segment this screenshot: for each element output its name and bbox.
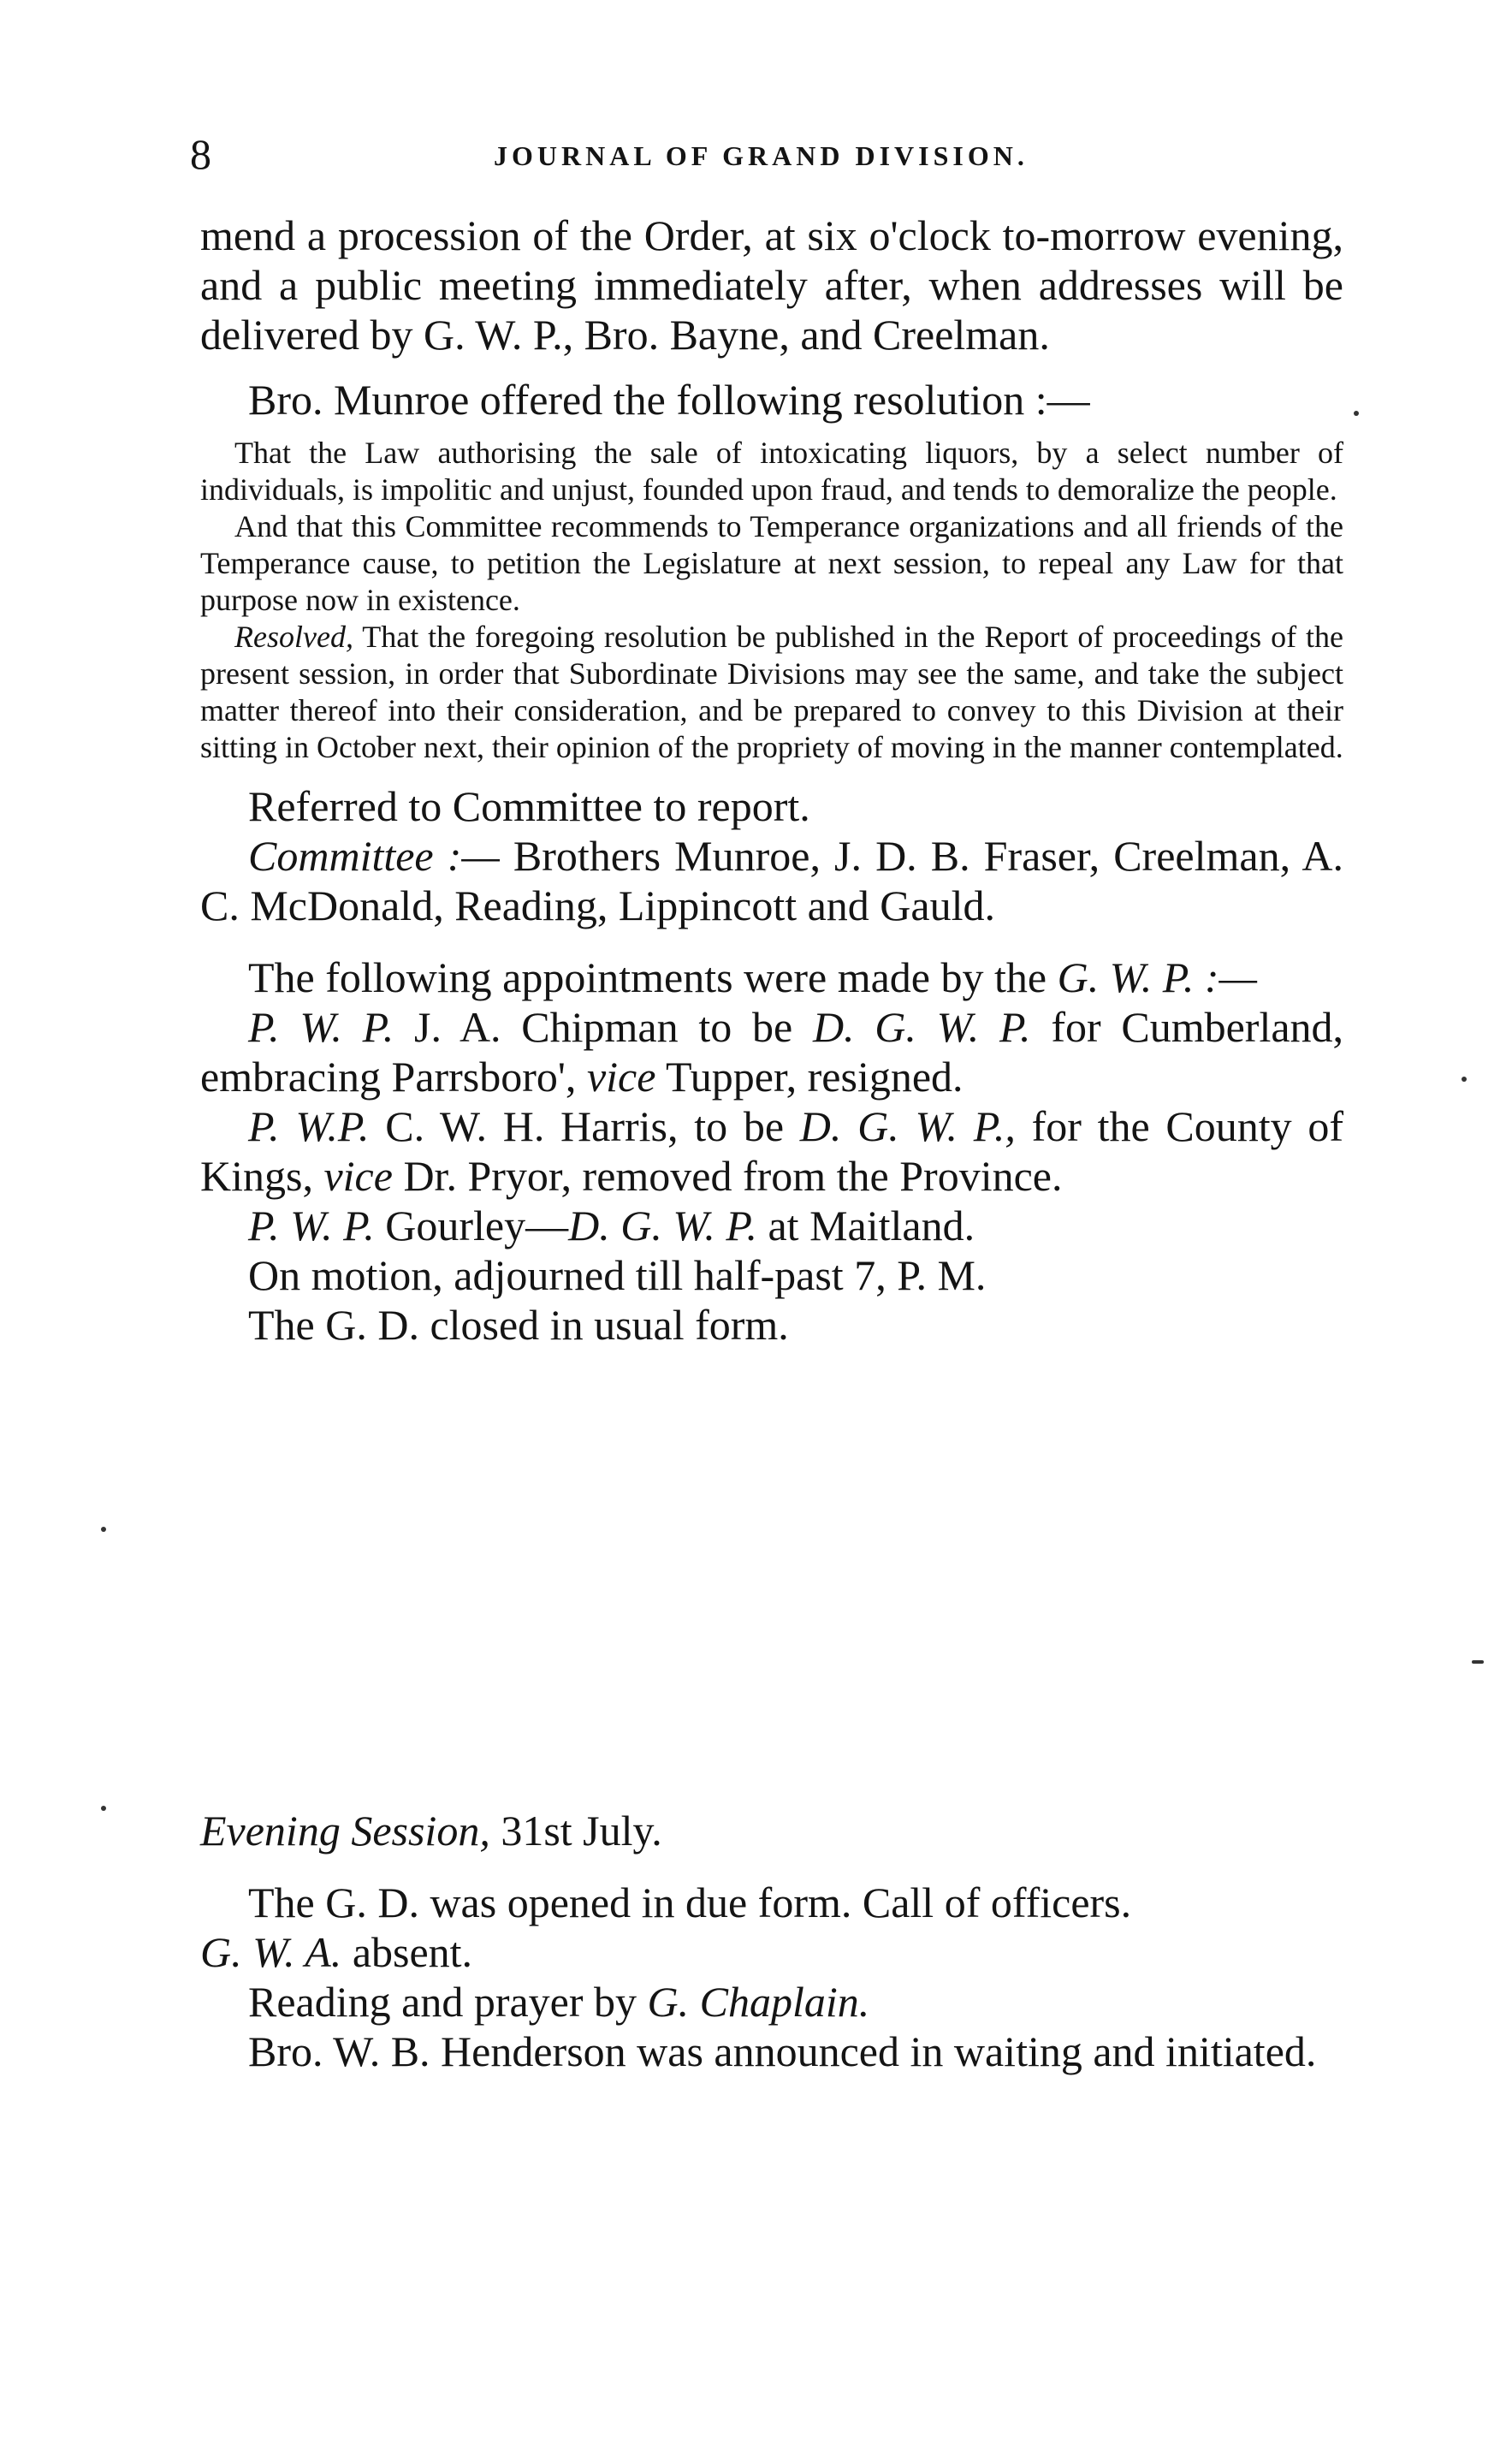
paragraph-closed: The G. D. closed in usual form.: [248, 1301, 789, 1349]
chipman-a: J. A. Chipman to be: [414, 1003, 793, 1051]
paragraph-committee: [200, 831, 1343, 930]
appointments-intro: The following appointments were made by the: [248, 953, 1047, 1001]
paragraph-adjourned: On motion, adjourned till half-past 7, P. M.: [248, 1251, 987, 1299]
chipman-b: for Cumberland, embracing Parrsboro',: [200, 1003, 1344, 1101]
absent-title: G. W. A.: [200, 1928, 342, 1976]
evening-heading-label: Evening Session,: [200, 1807, 490, 1855]
margin-speck: [1354, 411, 1359, 416]
prayer-text: Reading and prayer by: [248, 1978, 637, 2026]
evening-session: [200, 1806, 1343, 2076]
resolution-text-2: And that this Committee recommends to Temperance organizations and all friends of the Temperance cause, to petition the Legislature at next session, to repeal any Law for that purpose now in existence.: [200, 509, 1343, 617]
resolution-block: [200, 435, 1343, 766]
absent-text: absent.: [352, 1928, 473, 1976]
paragraph-gourley: [200, 1201, 1343, 1250]
appointments-by: G. W. P. :—: [1057, 953, 1257, 1001]
gourley-lead: P. W. P.: [248, 1202, 375, 1249]
harris-lead: P. W.P.: [248, 1102, 370, 1150]
chipman-lead: P. W. P.: [248, 1003, 394, 1051]
gourley-title: D. G. W. P.: [568, 1202, 757, 1249]
margin-speck: [101, 1806, 106, 1811]
margin-speck: [101, 1527, 106, 1532]
paragraph-appointments: [200, 953, 1343, 1002]
harris-c: Dr. Pryor, removed from the Province.: [403, 1152, 1063, 1200]
chipman-vice: vice: [586, 1053, 656, 1101]
resolution-text-3-body: That the foregoing resolution be published in the Report of proceedings of the present session, in order that Subordinate Divisions may see the same, and take the subject matter thereof into their consideration, and be prepared to convey to this Division at their sitting in October next, their opinion of the propriety of moving in the manner contemplated.: [200, 620, 1343, 764]
paragraph-henderson: Bro. W. B. Henderson was announced in waiting and initiated.: [248, 2027, 1317, 2075]
paragraph-absent: [200, 1927, 1343, 1977]
page-number: 8: [190, 130, 211, 178]
chipman-c: Tupper, resigned.: [666, 1053, 964, 1101]
harris-b: for the County of Kings,: [200, 1102, 1344, 1200]
resolution-text-3: [200, 619, 1343, 766]
paragraph-chipman: [200, 1002, 1343, 1101]
running-head: JOURNAL OF GRAND DIVISION.: [494, 140, 1029, 171]
evening-heading-date: 31st July.: [501, 1807, 662, 1855]
committee-members: Brothers Munroe, J. D. B. Fraser, Creelman, A. C. McDonald, Reading, Lippincott and Gauld.: [200, 832, 1343, 929]
harris-a: C. W. H. Harris, to be: [385, 1102, 785, 1150]
harris-title: D. G. W. P.,: [799, 1102, 1016, 1150]
page-header: [190, 128, 1337, 180]
gourley-a: Gourley—: [385, 1202, 569, 1249]
harris-vice: vice: [323, 1152, 393, 1200]
paragraph-prayer: [200, 1977, 1343, 2027]
paragraph-referred: Referred to Committee to report.: [248, 782, 810, 830]
paragraph-opened: The G. D. was opened in due form. Call of officers.: [248, 1878, 1132, 1926]
committee-label: Committee :—: [248, 832, 500, 880]
chipman-title: D. G. W. P.: [812, 1003, 1031, 1051]
main-text: [200, 211, 1343, 1350]
resolved-label: Resolved,: [234, 620, 353, 654]
prayer-title: G. Chaplain.: [647, 1978, 870, 2026]
resolution-text-1: That the Law authorising the sale of intoxicating liquors, by a select number of individuals, is impolitic and unjust, founded upon fraud, and tends to demoralize the people.: [200, 436, 1343, 507]
paragraph-munroe-resolution: Bro. Munroe offered the following resolution :—: [248, 376, 1090, 424]
margin-speck: [1462, 1077, 1467, 1082]
evening-heading: [200, 1806, 1343, 1855]
paragraph-harris: [200, 1101, 1343, 1201]
paragraph-procession: mend a procession of the Order, at six o'clock to-morrow evening, and a public meeting immediately after, when addresses will be delivered by G. W. P., Bro. Bayne, and Creelman.: [200, 211, 1343, 359]
gourley-b: at Maitland.: [768, 1202, 975, 1249]
margin-speck: [1472, 1660, 1484, 1664]
